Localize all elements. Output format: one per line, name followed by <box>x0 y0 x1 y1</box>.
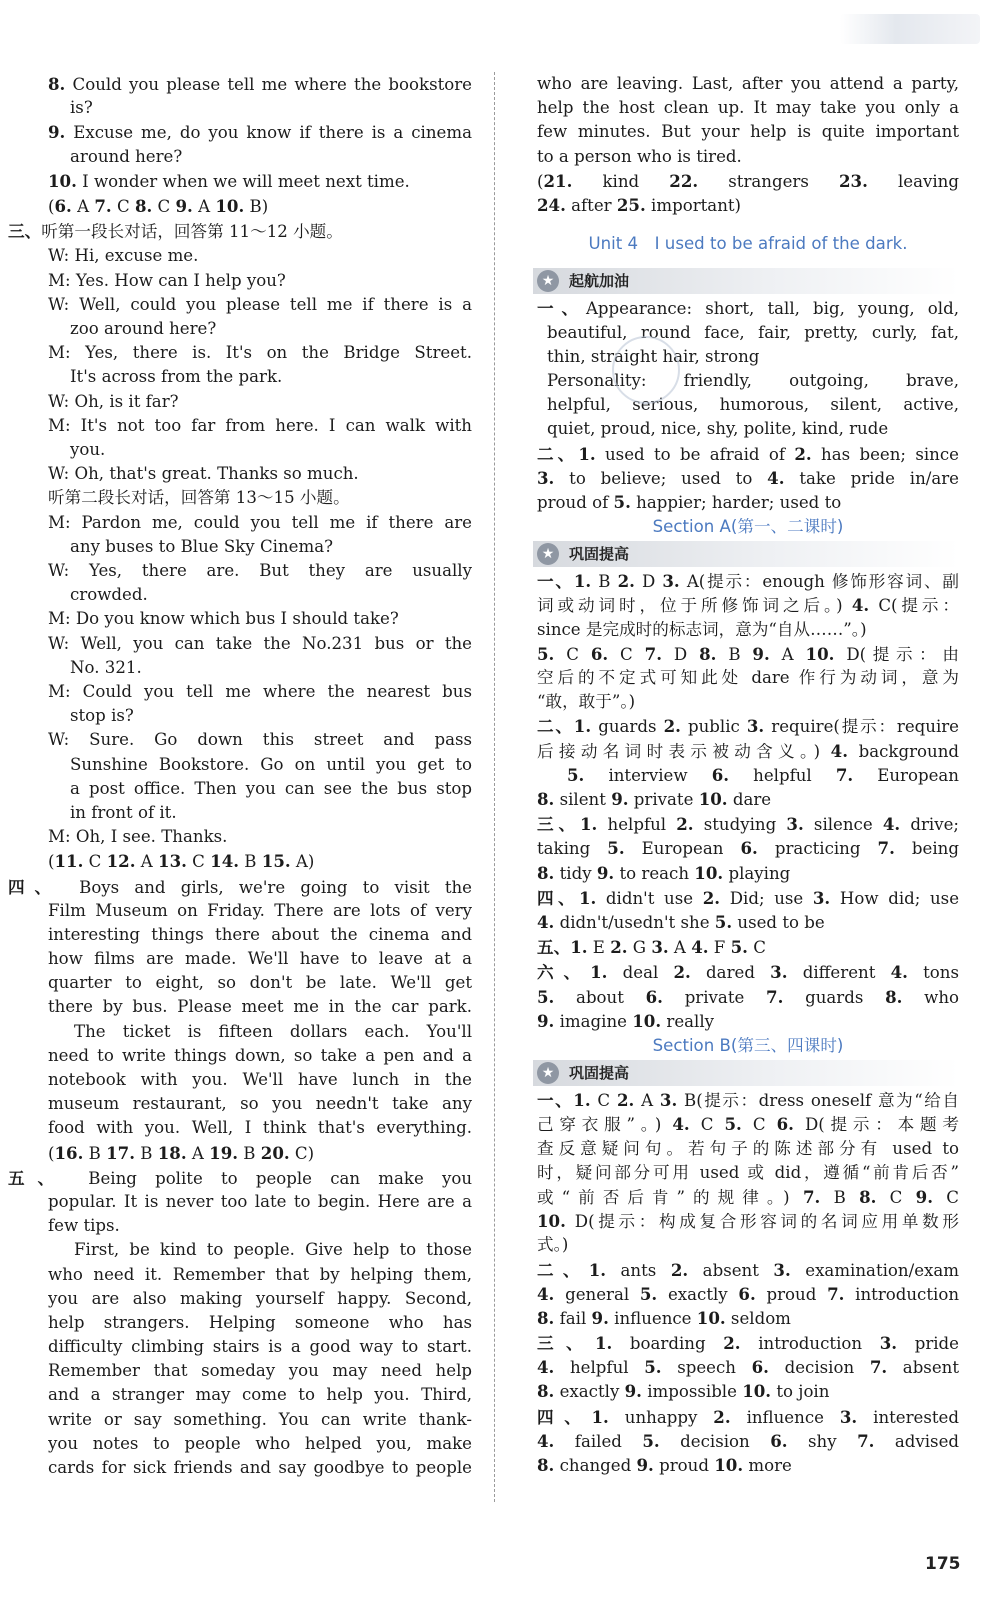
text-line: is? <box>70 98 93 118</box>
right-column <box>537 72 959 1478</box>
text-line: It's across from the park. <box>70 367 283 387</box>
text-line: 或“前否后肯”的规律。) 7. B 8. C 9. C <box>537 1186 959 1207</box>
section-banner <box>533 268 959 294</box>
text-line: taking 5. European 6. practicing 7. being <box>537 838 959 859</box>
text-line: 5. C 6. C 7. D 8. B 9. A 10. D(提示：由 <box>537 643 959 664</box>
text-line: (16. B 17. B 18. A 19. B 20. C) <box>48 1142 315 1163</box>
section-heading: Section A(第一、二课时) <box>652 517 844 537</box>
text-line: 式。) <box>537 1235 569 1255</box>
page-number: 175 <box>925 1554 961 1574</box>
text-line: (6. A 7. C 8. C 9. A 10. B) <box>48 195 269 216</box>
text-line: 8. changed 9. proud 10. more <box>537 1455 792 1476</box>
text-line: difficulty climbing stairs is a good way to start. <box>48 1337 472 1357</box>
unit-heading: Unit 4 I used to be afraid of the dark. <box>588 234 908 254</box>
text-line: quarter to eight, so don't be late. We'll get <box>48 973 472 993</box>
header-decoration <box>840 14 980 44</box>
text-line: 二、1. ants 2. absent 3. examination/exam <box>537 1259 959 1280</box>
text-line: crowded. <box>70 585 148 605</box>
text-line: quiet, proud, nice, shy, polite, kind, rude <box>547 419 889 439</box>
text-line: 9. Excuse me, do you know if there is a cinema <box>48 122 472 143</box>
text-line: few minutes. But your help is quite important <box>537 122 959 142</box>
text-line: W: Hi, excuse me. <box>48 246 199 266</box>
section-banner <box>533 541 959 567</box>
text-line: 听第二段长对话，回答第 13～15 小题。 <box>48 488 350 508</box>
text-line: 3. to believe; used to 4. take pride in/are <box>537 467 959 488</box>
text-line: 三、听第一段长对话，回答第 11～12 小题。 <box>8 221 343 242</box>
section-banner <box>533 1060 959 1086</box>
text-line: helpful, serious, humorous, silent, active, <box>547 395 959 415</box>
text-line: there by bus. Please meet me in the car park. <box>48 997 472 1017</box>
text-line: you are also making yourself happy. Second, <box>48 1288 472 1308</box>
text-line: food with you. Well, I think that's everything. <box>48 1118 472 1138</box>
text-line: and a stranger may come to help you. Third, <box>48 1385 472 1405</box>
star-icon: ★ <box>537 1062 559 1084</box>
text-line: 二、1. guards 2. public 3. require(提示：require <box>537 716 959 737</box>
text-line: help the host clean up. It may take you only a <box>537 98 959 118</box>
text-line: 4. failed 5. decision 6. shy 7. advised <box>537 1430 959 1451</box>
text-line: 一、Appearance: short, tall, big, young, old, <box>537 298 959 319</box>
text-line: you notes to people who helped you, make <box>48 1433 472 1453</box>
banner-label: 巩固提高 <box>569 545 630 564</box>
text-line: 词或动词时，位于所修饰词之后。) 4. C(提示： <box>537 595 959 616</box>
text-line: M: Do you know which bus I should take? <box>48 609 399 629</box>
text-line: thin, straight hair, strong <box>547 346 760 366</box>
text-line: 4. didn't/usedn't she 5. used to be <box>537 911 825 932</box>
text-line: 四、1. unhappy 2. influence 3. interested <box>537 1406 959 1427</box>
text-line: interesting things there about the cinema and <box>48 924 472 944</box>
text-line: “敢，敢于”。) <box>537 692 636 712</box>
text-line: W: Oh, that's great. Thanks so much. <box>48 464 359 484</box>
text-line: who need it. Remember that by helping them, <box>48 1264 472 1284</box>
text-line: 9. imagine 10. really <box>537 1010 715 1031</box>
text-line: since 是完成时的标志词，意为“自从……”。) <box>537 619 867 639</box>
text-line: 一、1. C 2. A 3. B(提示：dress oneself 意为“给自 <box>537 1090 959 1111</box>
text-line: M: Yes, there is. It's on the Bridge Street. <box>48 343 472 363</box>
text-line: W: Well, could you please tell me if there is a <box>48 294 472 314</box>
text-line: No. 321. <box>70 657 142 677</box>
text-line: 五、 Being polite to people can make you <box>8 1167 472 1188</box>
text-line: 4. general 5. exactly 6. proud 7. introduction <box>537 1283 959 1304</box>
text-line: First, be kind to people. Give help to those <box>74 1240 472 1260</box>
text-line: M: Pardon me, could you tell me if there are <box>48 512 472 532</box>
star-icon: ★ <box>537 270 559 292</box>
text-line: 五、1. E 2. G 3. A 4. F 5. C <box>537 937 766 958</box>
text-line: stop is? <box>70 706 134 726</box>
text-line: Personality: friendly, outgoing, brave, <box>547 370 959 390</box>
text-line: M: Could you tell me where the nearest bus <box>48 681 472 701</box>
text-line: W: Yes, there are. But they are usually <box>48 560 472 580</box>
banner-label: 起航加油 <box>569 272 630 291</box>
text-line: who are leaving. Last, after you attend a party, <box>537 74 959 93</box>
text-line: W: Oh, is it far? <box>48 391 179 411</box>
text-line: a post office. Then you can see the bus stop <box>70 778 472 798</box>
text-line: W: Sure. Go down this street and pass <box>48 730 472 750</box>
left-column <box>8 72 472 1480</box>
text-line: 三、1. helpful 2. studying 3. silence 4. drive; <box>537 814 959 835</box>
text-line: to a person who is tired. <box>537 146 742 166</box>
text-line: 后接动名词时表示被动含义。) 4. background <box>537 740 959 761</box>
text-line: 5. interview 6. helpful 7. European <box>567 764 959 785</box>
text-line: M: Yes. How can I help you? <box>48 270 286 290</box>
text-line: 查反意疑问句。若句子的陈述部分有 used to <box>537 1138 959 1158</box>
text-line: beautiful, round face, fair, pretty, curly, fat, <box>547 322 959 342</box>
text-line: (11. C 12. A 13. C 14. B 15. A) <box>48 851 315 872</box>
text-line: 8. Could you please tell me where the bookstore <box>48 74 472 94</box>
text-line: notebook with you. We'll have lunch in the <box>48 1070 472 1090</box>
text-line: cards for sick friends and say goodbye to people <box>48 1458 472 1478</box>
banner-label: 巩固提高 <box>569 1064 630 1083</box>
text-line: 四、1. didn't use 2. Did; use 3. How did; use <box>537 887 959 908</box>
text-line: Remember that someday you may need help <box>48 1361 472 1381</box>
text-line: M: Oh, I see. Thanks. <box>48 827 228 847</box>
text-line: 10. D(提示：构成复合形容词的名词应用单数形 <box>537 1211 959 1232</box>
text-line: any buses to Blue Sky Cinema? <box>70 536 333 556</box>
text-line: 一、1. B 2. D 3. A(提示：enough 修饰形容词、副 <box>537 571 959 592</box>
text-line: 六、1. deal 2. dared 3. different 4. tons <box>537 962 959 983</box>
section-heading: Section B(第三、四课时) <box>652 1035 844 1055</box>
text-line: 时，疑问部分可用 used 或 did，遵循“前肯后否” <box>537 1162 959 1182</box>
text-line: 空后的不定式可知此处 dare 作行为动词，意为 <box>537 668 959 688</box>
star-icon: ★ <box>537 543 559 565</box>
column-divider <box>494 72 495 1502</box>
text-line: how films are made. We'll have to leave at a <box>48 949 472 969</box>
text-line: W: Well, you can take the No.231 bus or the <box>48 633 472 653</box>
stamp-mark <box>612 336 680 404</box>
text-line: 10. I wonder when we will meet next time. <box>48 170 410 191</box>
text-line: Sunshine Bookstore. Go on until you get to <box>70 754 472 774</box>
text-line: 5. about 6. private 7. guards 8. who <box>537 986 959 1007</box>
text-line: 8. exactly 9. impossible 10. to join <box>537 1381 830 1402</box>
text-line: (21. kind 22. strangers 23. leaving <box>537 170 959 191</box>
text-line: 8. silent 9. private 10. dare <box>537 789 772 810</box>
text-line: write or say something. You can write thank- <box>48 1409 472 1429</box>
text-line: Film Museum on Friday. There are lots of very <box>48 900 472 920</box>
text-line: 8. tidy 9. to reach 10. playing <box>537 862 791 883</box>
text-line: 二、1. used to be afraid of 2. has been; since <box>537 443 959 464</box>
text-line: 己穿衣服”。) 4. C 5. C 6. D(提示：本题考 <box>537 1114 959 1135</box>
text-line: popular. It is never too late to begin. Here are a <box>48 1191 472 1211</box>
text-line: museum restaurant, so you needn't take any <box>48 1094 472 1114</box>
text-line: The ticket is fifteen dollars each. You'll <box>74 1021 472 1041</box>
text-line: M: It's not too far from here. I can walk with <box>48 415 472 435</box>
text-line: zoo around here? <box>70 318 217 338</box>
text-line: you. <box>70 439 106 459</box>
text-line: 三、1. boarding 2. introduction 3. pride <box>537 1333 959 1354</box>
text-line: 四、 Boys and girls, we're going to visit the <box>8 876 472 897</box>
text-line: around here? <box>70 146 183 166</box>
text-line: 24. after 25. important) <box>537 194 742 215</box>
text-line: few tips. <box>48 1216 120 1236</box>
text-line: proud of 5. happier; harder; used to <box>537 491 842 512</box>
text-line: in front of it. <box>70 802 177 822</box>
text-line: 8. fail 9. influence 10. seldom <box>537 1307 791 1328</box>
text-line: need to write things down, so take a pen and a <box>48 1045 472 1065</box>
text-line: help strangers. Helping someone who has <box>48 1312 472 1332</box>
text-line: 4. helpful 5. speech 6. decision 7. absent <box>537 1357 959 1378</box>
